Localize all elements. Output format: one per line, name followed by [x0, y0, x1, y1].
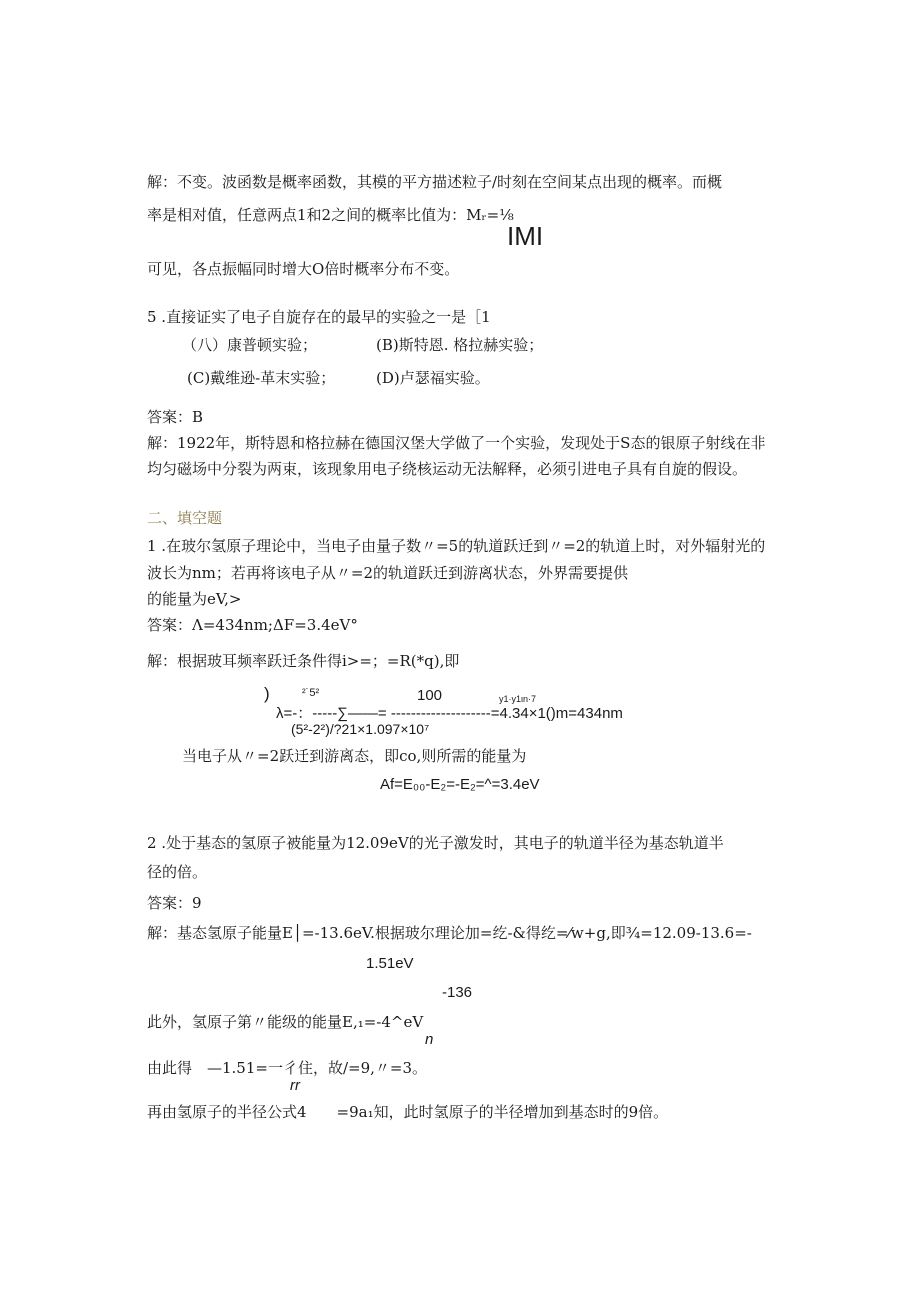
f2-rr: rr	[290, 1077, 300, 1094]
section-title: 二、填空题	[147, 509, 223, 527]
f1-energy: Af=E₀₀-E₂=-E₂=^=3.4eV	[380, 776, 540, 793]
eq-numerator: 100	[417, 687, 443, 704]
q5-answer: 答案：B	[147, 408, 204, 426]
solution-line-1: 解：不变。波函数是概率函数，其模的平方描述粒子/时刻在空间某点出现的概率。而概	[147, 173, 723, 191]
f2-n-letter: n	[425, 1031, 434, 1048]
eq-main-line: λ=-：-----∑——= --------------------=4.34×1()m=434nm	[276, 705, 623, 722]
f1-answer: 答案：Λ=434nm;ΔF=3.4eV°	[147, 616, 358, 634]
f2-explain-2: 1.51eV	[366, 955, 414, 972]
eq-superscript-2: y1·y1ιn·7	[499, 694, 537, 704]
eq-superscript-1: ²˙5²	[302, 687, 320, 699]
f2-explain-1: 解：基态氢原子能量E│=-13.6eV.根据玻尔理论加=纥-&得纥=⁄w+g,即¾=12.09-13.6=-	[147, 924, 752, 942]
f1-stem-1: 1 .在玻尔氢原子理论中，当电子由量子数〃=5的轨道跃迁到〃=2的轨道上时，对外辐射光的	[147, 537, 766, 555]
f2-value-136: -136	[442, 984, 473, 1001]
eq-paren: )	[264, 684, 270, 703]
q5-explain-1: 解：1922年，斯特恩和格拉赫在德国汉堡大学做了一个实验，发现处于S态的银原子射线在非	[147, 434, 766, 452]
q5-option-d: (D)卢瑟福实验。	[376, 369, 490, 387]
f1-note: 当电子从〃=2跃迁到游离态，即co,则所需的能量为	[182, 747, 527, 765]
q5-stem: 5 .直接证实了电子自旋存在的最早的实验之一是［1	[147, 308, 491, 326]
f2-explain-3: 此外，氢原子第〃能级的能量E,₁=-4^eV	[147, 1013, 424, 1031]
solution-line-3: 可见，各点振幅同时增大O倍时概率分布不变。	[147, 260, 460, 278]
f1-explain: 解：根据玻耳频率跃迁条件得i>=；=R(*q),即	[147, 652, 460, 670]
solution-line-2: 率是相对值，任意两点1和2之间的概率比值为：Mᵣ=⅛	[147, 206, 514, 224]
f2-answer: 答案：9	[147, 894, 202, 912]
f2-explain-4: 由此得 —1.51=一彳住，故/=9,〃=3。	[147, 1059, 428, 1077]
formula-imi: IMI	[507, 221, 544, 251]
f1-stem-2: 波长为nm；若再将该电子从〃=2的轨道跃迁到游离状态，外界需要提供	[147, 564, 628, 582]
f2-stem-1: 2 .处于基态的氢原子被能量为12.09eV的光子激发时，其电子的轨道半径为基态轨道半	[147, 834, 724, 852]
f1-stem-3: 的能量为eV,>	[147, 590, 242, 608]
f2-explain-5: 再由氢原子的半径公式4 =9a₁知，此时氢原子的半径增加到基态时的9倍。	[147, 1103, 669, 1121]
eq-denominator: (5²-2²)/?21×1.097×10⁷	[291, 721, 430, 737]
q5-option-c: (C)戴维逊-革末实验；	[187, 369, 336, 387]
q5-option-b: (B)斯特恩. 格拉赫实验；	[376, 336, 544, 354]
f2-stem-2: 径的倍。	[147, 863, 208, 881]
q5-explain-2: 均匀磁场中分裂为两束，该现象用电子绕核运动无法解释，必须引进电子具有自旋的假设。	[147, 460, 748, 478]
q5-option-a: （八）康普顿实验；	[182, 336, 318, 354]
